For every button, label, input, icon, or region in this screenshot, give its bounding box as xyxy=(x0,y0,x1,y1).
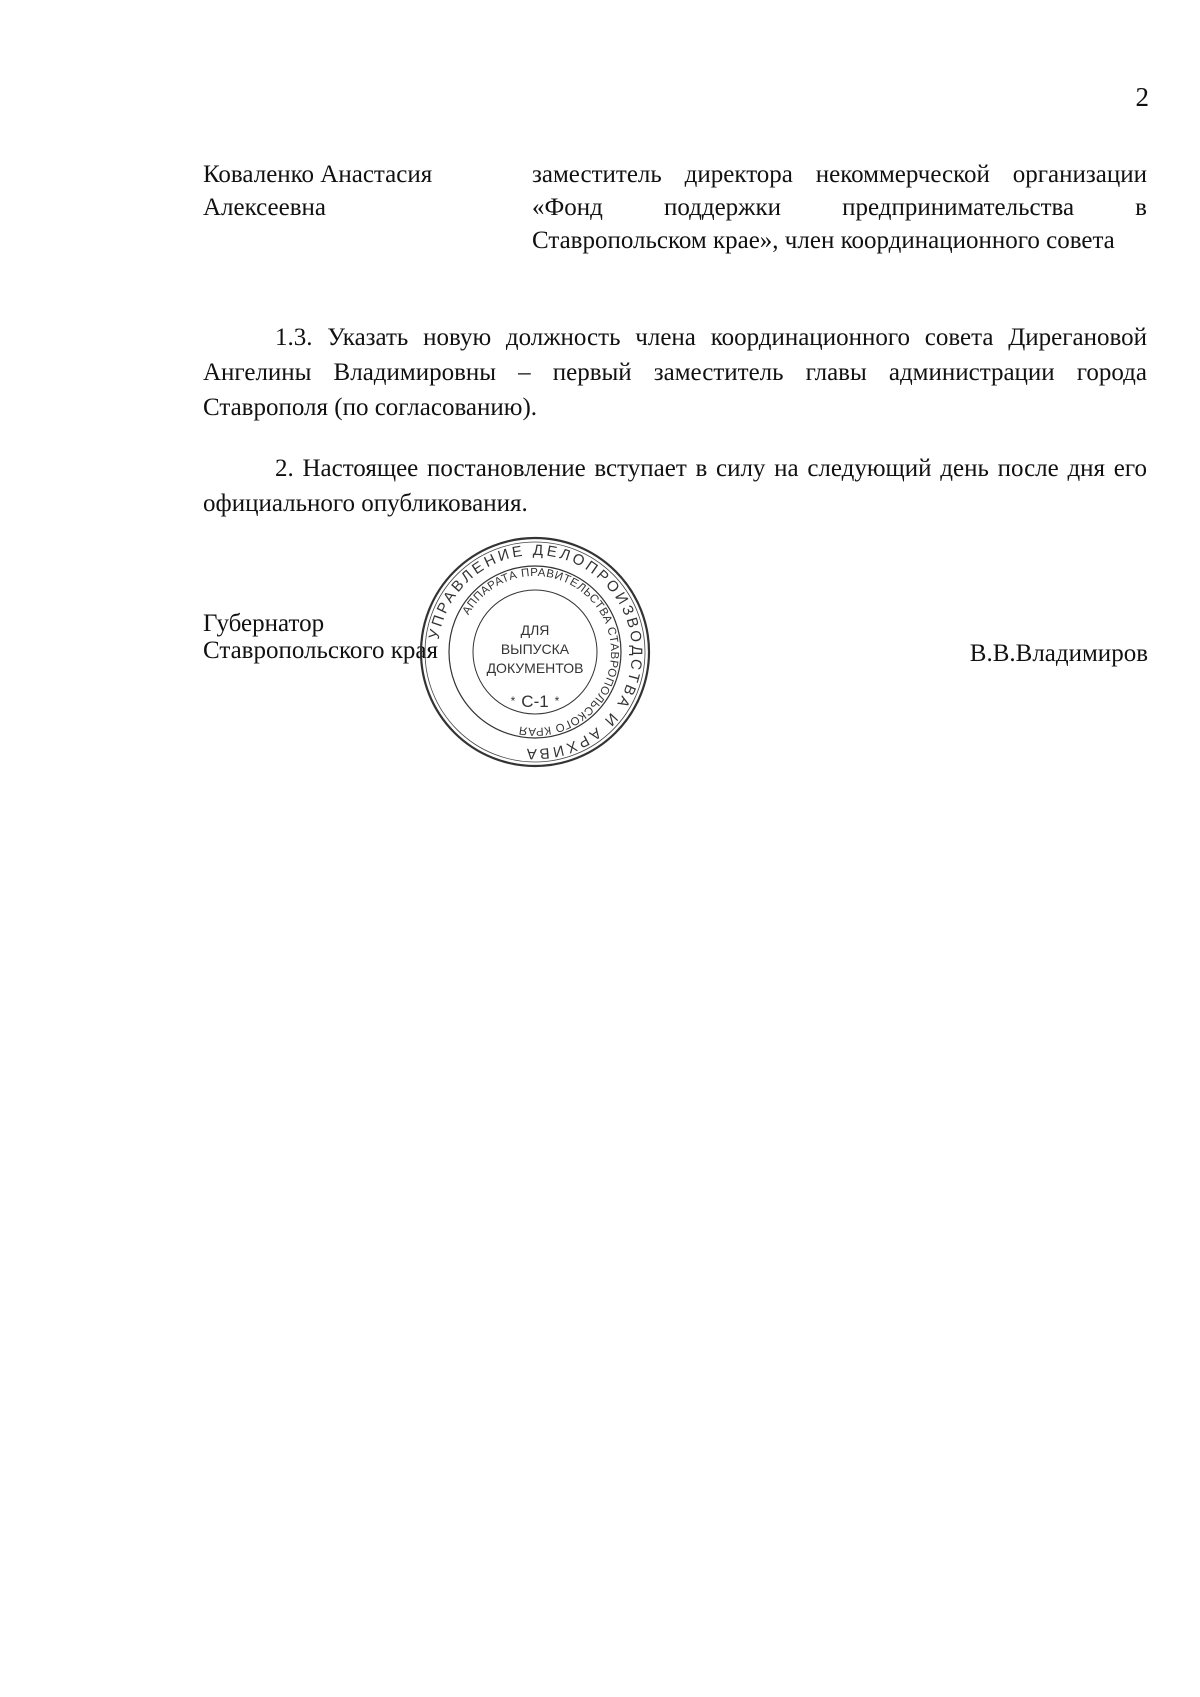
stamp-inner-ring-text: АППАРАТА ПРАВИТЕЛЬСТВА СТАВРОПОЛЬСКОГО КРАЯ xyxy=(460,566,621,738)
stamp-outer-ring-text: УПРАВЛЕНИЕ ДЕЛОПРОИЗВОДСТВА И АРХИВА xyxy=(425,541,646,763)
member-name-line-1: Коваленко Анастасия xyxy=(203,161,433,188)
official-stamp xyxy=(418,535,652,769)
member-name-line-2: Алексеевна xyxy=(203,194,327,221)
signature-position-line-2: Ставропольского края xyxy=(203,637,438,664)
stamp-center-line-2: ВЫПУСКА xyxy=(500,641,570,657)
page-number: 2 xyxy=(1135,82,1149,112)
stamp-star-right: * xyxy=(554,694,560,708)
signature-position xyxy=(203,610,438,664)
member-role: заместитель директора некоммерческой организации «Фонд поддержки предпринимательства в Ставропольском крае», член координационного совета xyxy=(532,161,1147,254)
stamp-center-line-1: ДЛЯ xyxy=(520,622,550,638)
stamp-star-left: * xyxy=(510,694,516,708)
paragraph-2: 2. Настоящее постановление вступает в силу на следующий день после дня его официального опубликования. xyxy=(203,455,1147,517)
signature-position-line-1: Губернатор xyxy=(203,610,325,637)
member-name xyxy=(203,158,493,224)
stamp-center-line-3: ДОКУМЕНТОВ xyxy=(486,660,584,676)
stamp-code: С-1 xyxy=(521,692,549,711)
signatory-name: В.В.Владимиров xyxy=(969,640,1148,667)
paragraph-1-3: 1.3. Указать новую должность члена координационного совета Дирегановой Ангелины Владимировны – первый заместитель главы администрации города Ставрополя (по согласованию). xyxy=(203,324,1147,421)
stamp-seal-graphic xyxy=(418,535,652,769)
